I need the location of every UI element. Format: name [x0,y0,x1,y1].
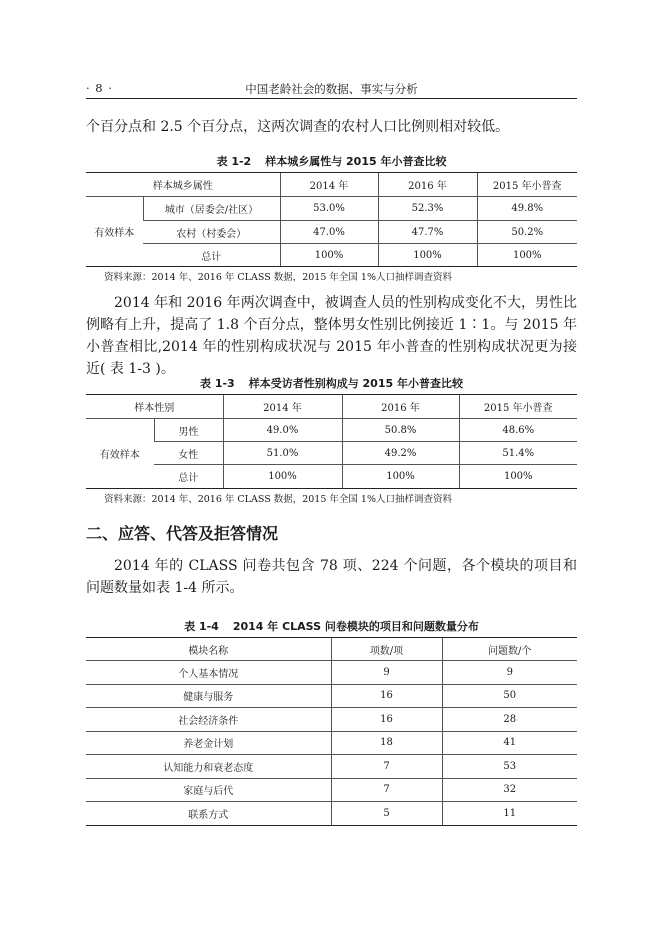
value-cell: 52.3% [378,197,477,221]
value-cell: 51.4% [459,442,577,465]
table-row [86,731,577,755]
table-caption [86,375,577,391]
body-paragraph: 个百分点和 2.5 个百分点，这两次调查的农村人口比例则相对较低。 [86,119,510,135]
question-count-cell: 32 [442,778,577,802]
header-cell: 样本城乡属性 [86,173,280,197]
table-caption [86,618,577,634]
row-label-cell: 总计 [154,465,223,489]
table-row [86,661,577,685]
table-header-row [86,395,577,419]
item-count-cell: 7 [331,755,442,779]
table-row [86,802,577,826]
module-name-cell: 养老金计划 [86,731,331,755]
module-name-cell: 联系方式 [86,802,331,826]
value-cell: 100% [342,465,459,489]
row-label-cell: 女性 [154,442,223,465]
table-row [86,442,577,465]
value-cell: 51.0% [223,442,342,465]
value-cell: 53.0% [280,197,378,221]
value-cell: 100% [459,465,577,489]
body-paragraph [86,555,577,599]
value-cell: 50.2% [477,221,577,244]
paragraph-text: 2014 年和 2016 年两次调查中，被调查人员的性别构成变化不大，男性比例略有上升，提高了 1.8 个百分点，整体男女性别比例接近 1∶1。与 2015 年小普查相比,2014 年的性别构成状况与 2015 年小普查的性别构成状况更为接近( 表 1-3 )。 [86,295,577,377]
module-name-cell: 健康与服务 [86,684,331,708]
row-label-cell: 男性 [154,419,223,442]
table-row [86,465,577,489]
table-row [86,197,577,221]
value-cell: 100% [378,244,477,267]
header-cell: 2014 年 [280,173,378,197]
header-cell: 项数/项 [331,638,442,661]
question-count-cell: 9 [442,661,577,685]
book-title: 中国老龄社会的数据、事实与分析 [245,82,418,96]
table-source-note: 资料来源：2014 年、2016 年 CLASS 数据，2015 年全国 1%人口抽样调查资料 [104,494,453,505]
paragraph-text: 2014 年的 CLASS 问卷共包含 78 项、224 个问题，各个模块的项目和问题数量如表 1-4 所示。 [86,558,577,596]
table-number: 表 1-4 [184,620,219,633]
row-label-cell: 总计 [143,244,280,267]
item-count-cell: 18 [331,731,442,755]
header-cell: 2014 年 [223,395,342,419]
item-count-cell: 16 [331,684,442,708]
group-label-cell: 有效样本 [86,419,154,489]
module-name-cell: 社会经济条件 [86,708,331,732]
table-gender [86,394,577,489]
item-count-cell: 16 [331,708,442,732]
table-source-note: 资料来源：2014 年、2016 年 CLASS 数据，2015 年全国 1%人口抽样调查资料 [104,272,453,283]
question-count-cell: 50 [442,684,577,708]
table-title: 样本受访者性别构成与 2015 年小普查比较 [248,377,463,390]
module-name-cell: 家庭与后代 [86,778,331,802]
table-number: 表 1-3 [200,377,235,390]
value-cell: 50.8% [342,419,459,442]
header-cell: 2016 年 [342,395,459,419]
table-row [86,755,577,779]
table-title: 样本城乡属性与 2015 年小普查比较 [265,155,447,168]
item-count-cell: 7 [331,778,442,802]
module-name-cell: 认知能力和衰老态度 [86,755,331,779]
section-heading: 二、应答、代答及拒答情况 [86,524,279,543]
page-number: · 8 · [86,81,113,95]
value-cell: 49.2% [342,442,459,465]
table-urban-rural [86,172,577,267]
header-cell: 问题数/个 [442,638,577,661]
table-row [86,684,577,708]
running-header [86,80,577,99]
body-paragraph [86,292,577,380]
question-count-cell: 11 [442,802,577,826]
table-title: 2014 年 CLASS 问卷模块的项目和问题数量分布 [232,620,479,633]
table-row [86,221,577,244]
header-cell: 2016 年 [378,173,477,197]
question-count-cell: 28 [442,708,577,732]
table-caption [86,153,577,169]
row-label-cell: 城市（居委会/社区） [143,197,280,221]
value-cell: 100% [223,465,342,489]
table-row [86,419,577,442]
table-questionnaire-modules [86,637,577,826]
question-count-cell: 41 [442,731,577,755]
value-cell: 47.7% [378,221,477,244]
module-name-cell: 个人基本情况 [86,661,331,685]
header-cell: 2015 年小普查 [477,173,577,197]
value-cell: 49.8% [477,197,577,221]
value-cell: 100% [477,244,577,267]
header-cell: 模块名称 [86,638,331,661]
table-row [86,244,577,267]
header-cell: 2015 年小普查 [459,395,577,419]
value-cell: 48.6% [459,419,577,442]
question-count-cell: 53 [442,755,577,779]
item-count-cell: 5 [331,802,442,826]
table-row [86,708,577,732]
group-label-cell: 有效样本 [86,197,143,267]
value-cell: 100% [280,244,378,267]
table-number: 表 1-2 [216,155,252,168]
value-cell: 49.0% [223,419,342,442]
row-label-cell: 农村（村委会） [143,221,280,244]
value-cell: 47.0% [280,221,378,244]
table-header-row [86,173,577,197]
header-cell: 样本性别 [86,395,223,419]
table-row [86,778,577,802]
table-header-row [86,638,577,661]
item-count-cell: 9 [331,661,442,685]
